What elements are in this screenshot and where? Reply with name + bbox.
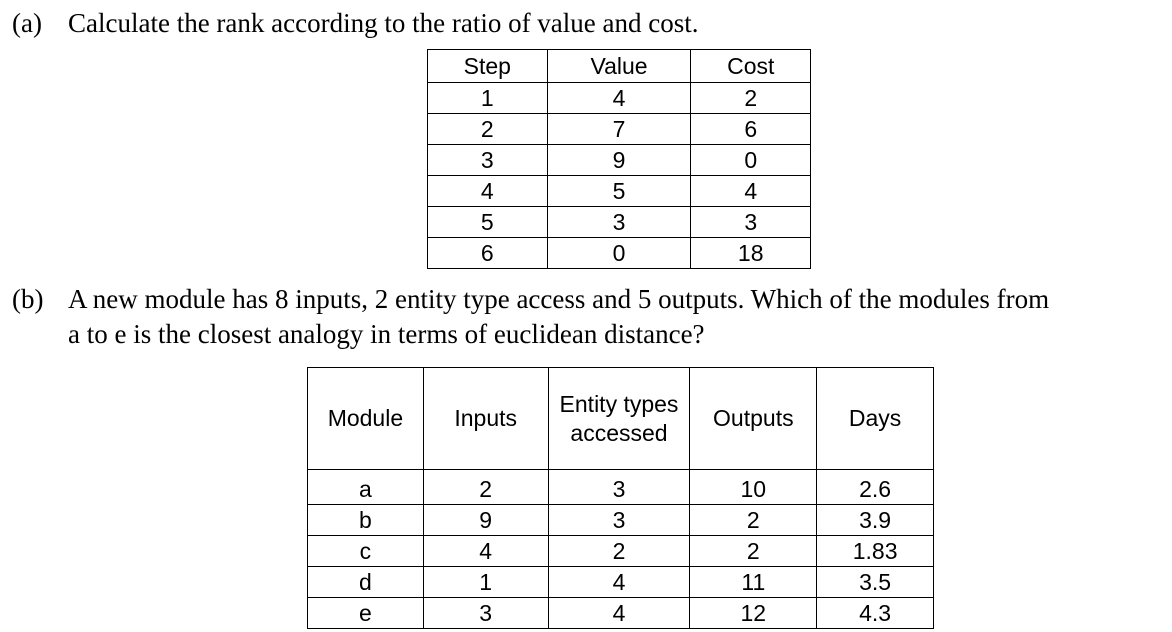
- question-b-line2: a to e is the closest analogy in terms of euclidean distance?: [68, 319, 705, 349]
- table-cell: 9: [423, 505, 548, 536]
- column-header-cost: Cost: [691, 50, 811, 83]
- table-cell: c: [308, 536, 424, 567]
- table-header-row: [308, 368, 934, 470]
- table-cell: 5: [428, 207, 548, 238]
- table-cell: e: [308, 598, 424, 629]
- table-cell: 4.3: [817, 598, 934, 629]
- question-a-text: Calculate the rank according to the ratio of value and cost.: [68, 8, 699, 38]
- table-cell: 12: [690, 598, 817, 629]
- table-cell: 6: [691, 114, 811, 145]
- table-cell: 0: [691, 145, 811, 176]
- table-row: [308, 536, 934, 567]
- table-cell: 3: [548, 470, 690, 505]
- table-cell: 2: [548, 536, 690, 567]
- column-header-entity-types: Entity types accessed: [548, 368, 690, 470]
- column-header-value: Value: [547, 50, 691, 83]
- table-cell: 4: [548, 598, 690, 629]
- table-cell: 6: [428, 238, 548, 269]
- column-header-inputs: Inputs: [423, 368, 548, 470]
- table-cell: d: [308, 567, 424, 598]
- table-cell: 4: [428, 176, 548, 207]
- table-cell: 3: [548, 505, 690, 536]
- question-a-label: (a): [12, 8, 42, 38]
- table-row: [428, 145, 811, 176]
- table-row: [308, 470, 934, 505]
- table-cell: 4: [691, 176, 811, 207]
- question-b-label: (b): [12, 284, 44, 314]
- table-cell: 2: [690, 505, 817, 536]
- column-header-days: Days: [817, 368, 934, 470]
- table-row: [428, 238, 811, 269]
- table-cell: 1.83: [817, 536, 934, 567]
- table-cell: 3: [423, 598, 548, 629]
- question-b-line1: A new module has 8 inputs, 2 entity type access and 5 outputs. Which of the modules from: [68, 284, 1050, 314]
- table-cell: 4: [548, 567, 690, 598]
- table-cell: 2: [423, 470, 548, 505]
- column-header-step: Step: [428, 50, 548, 83]
- table-cell: a: [308, 470, 424, 505]
- table-cell: 2: [690, 536, 817, 567]
- table-cell: 3.5: [817, 567, 934, 598]
- table-value-cost: [427, 49, 811, 269]
- table-cell: 4: [547, 83, 691, 114]
- table-cell: 0: [547, 238, 691, 269]
- table-cell: 3: [428, 145, 548, 176]
- table-row: [428, 83, 811, 114]
- table-row: [308, 567, 934, 598]
- table-cell: 18: [691, 238, 811, 269]
- table-cell: 3: [547, 207, 691, 238]
- table-cell: 10: [690, 470, 817, 505]
- table-cell: 5: [547, 176, 691, 207]
- column-header-module: Module: [308, 368, 424, 470]
- question-a: [12, 6, 1162, 40]
- table-row: [428, 176, 811, 207]
- table-cell: 3.9: [817, 505, 934, 536]
- table-cell: 7: [547, 114, 691, 145]
- table-cell: b: [308, 505, 424, 536]
- question-b: [12, 282, 1167, 352]
- table-cell: 1: [423, 567, 548, 598]
- table-row: [308, 598, 934, 629]
- table-cell: 11: [690, 567, 817, 598]
- table-cell: 2: [428, 114, 548, 145]
- table-cell: 4: [423, 536, 548, 567]
- table-row: [428, 207, 811, 238]
- table-modules: [307, 367, 934, 629]
- table-cell: 9: [547, 145, 691, 176]
- table-row: [428, 114, 811, 145]
- table-header-row: [428, 50, 811, 83]
- table-row: [308, 505, 934, 536]
- table-cell: 2: [691, 83, 811, 114]
- table-cell: 1: [428, 83, 548, 114]
- table-cell: 3: [691, 207, 811, 238]
- table-cell: 2.6: [817, 470, 934, 505]
- column-header-outputs: Outputs: [690, 368, 817, 470]
